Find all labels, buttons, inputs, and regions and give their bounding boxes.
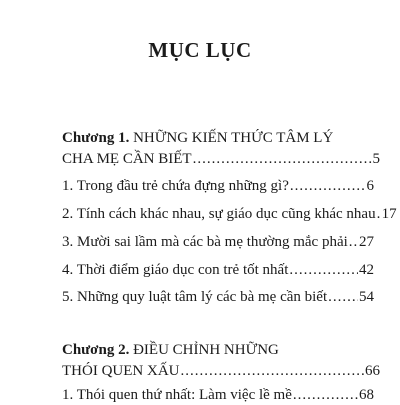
entry-text: 1. Trong đầu trẻ chứa đựng những gì? [62,178,289,194]
dot-leader [290,177,366,196]
chapter-2-title-line1: ĐIỀU CHỈNH NHỮNG [133,342,279,358]
chapter-2-title-line2: THÓI QUEN XẤU [62,363,180,379]
toc-entry [62,386,374,405]
entry-text: 3. Mười sai lầm mà các bà mẹ thường mắc phải [62,234,348,250]
entry-text: 2. Tính cách khác nhau, sự giáo dục cũng khác nhau [62,206,376,222]
chapter-1-page: 5 [372,151,380,167]
dot-leader [377,205,381,224]
entry-text: 5. Những quy luật tâm lý các bà mẹ cần biết [62,289,328,305]
chapter-2-heading [62,341,380,381]
chapter-2-page: 66 [365,363,380,379]
entry-page: 54 [359,289,374,305]
toc-entry [62,261,374,280]
toc-entry [62,288,374,307]
entry-page: 42 [359,262,374,278]
toc-entry [62,177,374,196]
dot-leader [349,233,358,252]
chapter-1-label: Chương 1. [62,130,130,146]
chapter-1-title-line2: CHA MẸ CẦN BIẾT [62,151,192,167]
toc-entry [62,205,397,224]
dot-leader [328,288,358,307]
chapter-2-label: Chương 2. [62,342,130,358]
entry-page: 17 [381,206,397,222]
entry-text: 4. Thời điểm giáo dục con trẻ tốt nhất [62,262,289,278]
entry-page: 68 [359,387,374,403]
chapter-1-heading [62,129,380,169]
entry-text: 1. Thói quen thứ nhất: Làm việc lề mề [62,387,292,403]
toc-entry [62,233,374,252]
dot-leader [289,261,358,280]
dot-leader [193,150,372,169]
chapter-1-title-line1: NHỮNG KIẾN THỨC TÂM LÝ [133,130,334,146]
dot-leader [180,362,364,381]
page-title: MỤC LỤC [148,38,252,62]
dot-leader [293,386,358,405]
entry-page: 6 [366,178,374,194]
entry-page: 27 [359,234,374,250]
